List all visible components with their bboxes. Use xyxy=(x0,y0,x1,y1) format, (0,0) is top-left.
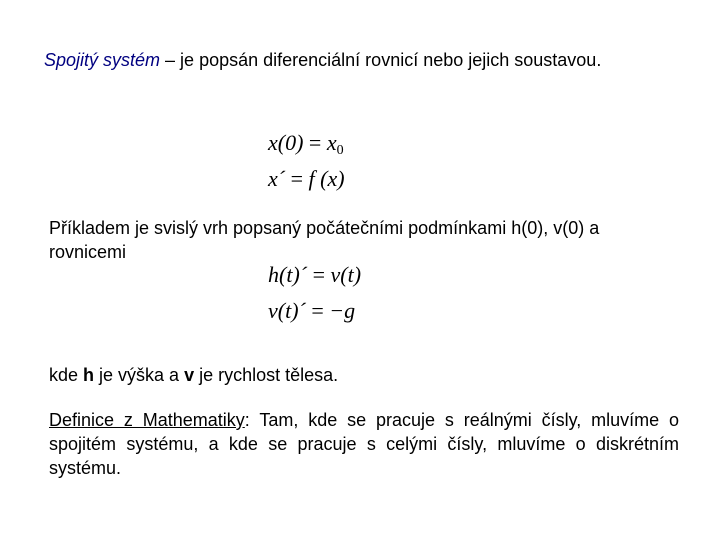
definition-term: Definice z Mathematiky xyxy=(49,410,245,430)
definition-rest: : Tam, kde se pracuje s reálnými čísly, mluvíme o spojitém systému, a kde se pracuje s celými čísly, mluvíme o diskrétním systému. xyxy=(49,410,679,478)
explanation-mid: je výška a xyxy=(94,365,185,385)
explanation-pre: kde xyxy=(49,365,84,385)
eq3-rhs: v(t) xyxy=(330,262,362,287)
equation-differential xyxy=(268,166,345,192)
eq4-op: = xyxy=(305,298,330,323)
equation-height xyxy=(268,262,361,288)
equation-initial-condition xyxy=(268,130,344,164)
explanation-v: v xyxy=(184,365,195,385)
eq2-rhs: f (x) xyxy=(308,166,345,191)
eq1-op: = xyxy=(303,130,327,155)
eq2-op: = xyxy=(285,166,309,191)
eq2-lhs: x´ xyxy=(268,166,286,191)
explanation-h: h xyxy=(83,365,95,385)
eq1-lhs: x(0) xyxy=(268,130,304,155)
intro-line xyxy=(44,48,704,72)
eq1-rhs-sub: 0 xyxy=(336,143,344,158)
equation-velocity xyxy=(268,298,355,324)
explanation-paragraph xyxy=(49,363,679,387)
intro-rest: – je popsán diferenciální rovnicí nebo jejich soustavou. xyxy=(160,50,602,70)
example-paragraph: Příkladem je svislý vrh popsaný počátečními podmínkami h(0), v(0) a rovnicemi xyxy=(49,218,600,262)
definition-paragraph xyxy=(49,408,679,480)
intro-term: Spojitý systém xyxy=(44,50,161,70)
eq3-lhs: h(t)´ xyxy=(268,262,308,287)
eq4-rhs: −g xyxy=(329,298,356,323)
eq1-rhs-var: x xyxy=(326,130,337,155)
eq3-op: = xyxy=(307,262,331,287)
eq4-lhs: v(t)´ xyxy=(268,298,306,323)
explanation-post: je rychlost tělesa. xyxy=(194,365,339,385)
